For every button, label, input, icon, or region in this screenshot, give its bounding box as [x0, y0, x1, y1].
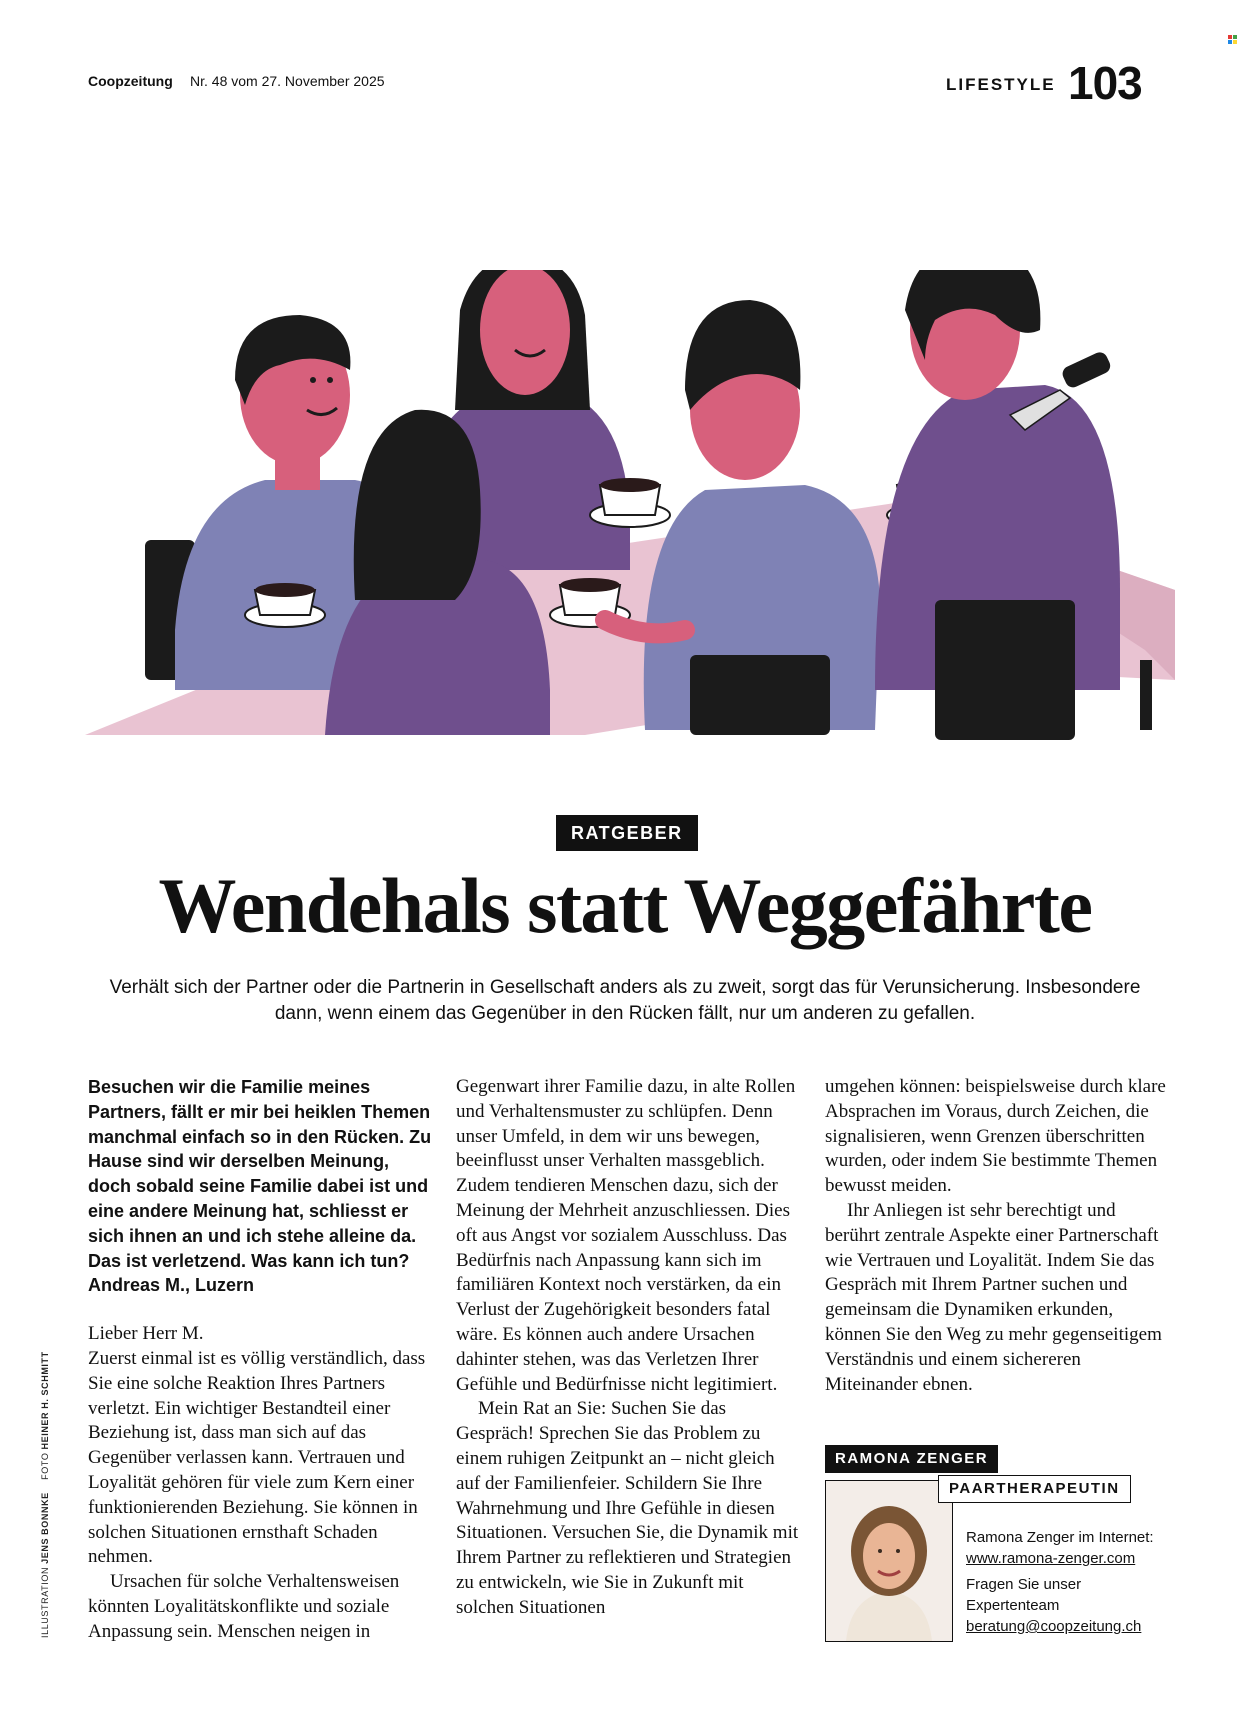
page-number: 103	[1068, 57, 1142, 109]
section-label: LIFESTYLE	[946, 75, 1056, 94]
ask-label: Fragen Sie unser Expertenteam	[966, 1576, 1082, 1614]
body-paragraph: Zuerst einmal ist es völlig verständlich, dass Sie eine solche Reaktion Ihres Partners verletzt. Ein wichtiger Bestandteil einer Beziehung ist, dass man sich auf das Gegenüber verlassen kann. Vertrauen und Loyalität gehören für viele zum Kern einer funktionierenden Beziehung. Sie können in solchen Situationen ernsthaft Schaden nehmen.	[88, 1347, 426, 1568]
author-website-link[interactable]: www.ramona-zenger.com	[966, 1550, 1136, 1567]
author-photo	[825, 1480, 953, 1642]
image-credits	[40, 1351, 50, 1638]
body-paragraph: Ihr Anliegen ist sehr berechtigt und berührt zentrale Aspekte einer Partnerschaft wie Vertrauen und Loyalität. Indem Sie das Gespräch mit Ihrem Partner suchen und gemeinsam die Dynamiken erkunden, können Sie den Weg zu mehr gegenseitigem Verständnis und einem sichereren Miteinander ebnen.	[825, 1199, 1162, 1395]
person-right-man-with-knife	[875, 270, 1120, 740]
credit-photo-name: HEINER H. SCHMITT	[40, 1351, 50, 1450]
rubric-badge: RATGEBER	[556, 815, 698, 851]
body-paragraph: Mein Rat an Sie: Suchen Sie das Gespräch! Sprechen Sie das Problem zu einem ruhigen Zeitpunkt an – nicht gleich auf der Familienfeier. Schildern Sie Ihre Wahrnehmung und Ihre Gefühle in diesen Situationen. Versuchen Sie, die Dynamik mit Ihrem Partner zu reflektieren und Strategien zu entwickeln, wie Sie in Zukunft mit solchen Situationen	[456, 1398, 799, 1618]
credit-illustration-label: ILLUSTRATION	[40, 1566, 50, 1638]
question-text: Besuchen wir die Familie meines Partners, fällt er mir bei heiklen Themen manchmal einfach so in den Rücken. Zu Hause sind wir derselben Meinung, doch sobald seine Familie dabei ist und eine andere Meinung hat, schliesst er sich ihnen an und ich stehe alleine da. Das ist verletzend. Was kann ich tun?	[88, 1077, 432, 1271]
body-paragraph: Ursachen für solche Verhaltensweisen könnten Loyalitätskonflikte und soziale Anpassung sein. Menschen neigen in	[88, 1571, 400, 1642]
body-paragraph: umgehen können: beispielsweise durch klare Absprachen im Voraus, durch Zeichen, die signalisieren, wenn Grenzen überschritten wurden, oder indem Sie bestimmte Themen bewusst meiden.	[825, 1076, 1166, 1197]
author-contact	[966, 1527, 1166, 1637]
contact-email-link[interactable]: beratung@coopzeitung.ch	[966, 1618, 1142, 1635]
salutation: Lieber Herr M.	[88, 1323, 204, 1345]
credit-photo-label: FOTO	[40, 1452, 50, 1480]
web-label: Ramona Zenger im Internet:	[966, 1529, 1154, 1546]
reader-question	[88, 1075, 433, 1298]
article-column-2	[456, 1075, 801, 1621]
author-role-badge: PAARTHERAPEUTIN	[938, 1475, 1131, 1503]
issue-info: Nr. 48 vom 27. November 2025	[190, 73, 385, 89]
question-signature: Andreas M., Luzern	[88, 1275, 255, 1296]
article-headline: Wendehals statt Weggefährte	[158, 862, 1092, 949]
dinner-table-illustration	[85, 270, 1175, 740]
coffee-cup-center	[590, 478, 670, 527]
author-name-badge: RAMONA ZENGER	[825, 1445, 998, 1473]
article-column-1	[88, 1075, 433, 1645]
credit-illustration-name: JENS BONNKE	[40, 1492, 50, 1564]
print-color-mark	[1228, 35, 1238, 45]
body-paragraph: Gegenwart ihrer Familie dazu, in alte Rollen und Verhaltensmuster zu schlüpfen. Denn unser Umfeld, in dem wir uns bewegen, beeinflusst unser Verhalten massgeblich. Zudem tendieren Menschen dazu, sich der Meinung der Mehrheit anzuschliessen. Dies oft aus Angst vor sozialem Ausschluss. Das Bedürfnis nach Anpassung kann sich im familiären Kontext noch verstärken, da ein Verlust der Zugehörigkeit besonders fatal wäre. Es können auch andere Ursachen dahinter stehen, was das Verletzen Ihrer Gefühle und Bedürfnisse nicht legitimiert.	[456, 1076, 796, 1395]
article-lead: Verhält sich der Partner oder die Partnerin in Gesellschaft anders als zu zweit, sorgt das für Verunsicherung. Insbesondere dann, wenn einem das Gegenüber in den Rücken fällt, nur um anderen zu gefallen.	[109, 977, 1141, 1024]
coffee-cup-left	[245, 583, 325, 627]
article-column-3	[825, 1075, 1170, 1397]
publication-name: Coopzeitung	[88, 73, 173, 89]
